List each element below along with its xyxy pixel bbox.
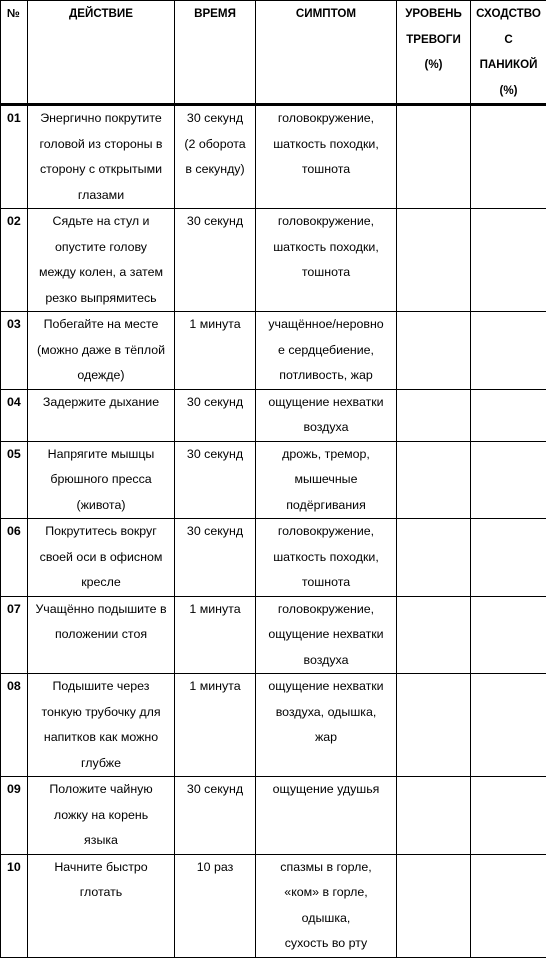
table-row — [1, 777, 546, 855]
cell-action — [28, 519, 175, 597]
table-row — [1, 312, 546, 390]
action-line: напитков как можно — [30, 725, 172, 751]
cell-action — [28, 777, 175, 855]
time-line: в секунду) — [177, 157, 253, 183]
action-line: кресле — [30, 570, 172, 596]
cell-panic-input[interactable] — [471, 312, 546, 390]
cell-action — [28, 441, 175, 519]
cell-action — [28, 389, 175, 441]
cell-panic-input[interactable] — [471, 389, 546, 441]
cell-symptom — [256, 389, 397, 441]
cell-time — [175, 519, 256, 597]
row-number: 03 — [1, 312, 28, 390]
action-line: глазами — [30, 183, 172, 209]
action-line: одежде) — [30, 363, 172, 389]
time-line: 30 секунд — [177, 390, 253, 416]
row-number: 01 — [1, 105, 28, 209]
cell-anxiety-input[interactable] — [397, 209, 471, 312]
time-line: 30 секунд — [177, 106, 253, 132]
cell-anxiety-input[interactable] — [397, 596, 471, 674]
header-symptom: СИМПТОМ — [256, 1, 397, 105]
action-line: Сядьте на стул и — [30, 209, 172, 235]
row-number: 02 — [1, 209, 28, 312]
table-row — [1, 209, 546, 312]
symptom-line: воздуха — [258, 648, 394, 674]
table-row — [1, 441, 546, 519]
cell-anxiety-input[interactable] — [397, 441, 471, 519]
cell-symptom — [256, 519, 397, 597]
action-line: (живота) — [30, 493, 172, 519]
action-line: Учащённо подышите в — [30, 597, 172, 623]
action-line: Подышите через — [30, 674, 172, 700]
cell-panic-input[interactable] — [471, 777, 546, 855]
action-line: (можно даже в тёплой — [30, 338, 172, 364]
cell-panic-input[interactable] — [471, 209, 546, 312]
cell-time — [175, 596, 256, 674]
cell-action — [28, 596, 175, 674]
header-row — [1, 1, 546, 105]
cell-panic-input[interactable] — [471, 519, 546, 597]
symptom-line: мышечные — [258, 467, 394, 493]
row-number: 09 — [1, 777, 28, 855]
table-row — [1, 389, 546, 441]
table-row — [1, 596, 546, 674]
cell-action — [28, 312, 175, 390]
table-row — [1, 674, 546, 777]
action-line: Покрутитесь вокруг — [30, 519, 172, 545]
action-line: Задержите дыхание — [30, 390, 172, 416]
action-line: языка — [30, 828, 172, 854]
symptom-line: головокружение, — [258, 106, 394, 132]
action-line: головой из стороны в — [30, 132, 172, 158]
symptom-line: «ком» в горле, — [258, 880, 394, 906]
cell-action — [28, 854, 175, 957]
symptom-line: жар — [258, 725, 394, 751]
cell-symptom — [256, 312, 397, 390]
symptom-line: головокружение, — [258, 519, 394, 545]
symptom-line: учащённое/неровно — [258, 312, 394, 338]
symptom-line: воздуха — [258, 415, 394, 441]
row-number: 10 — [1, 854, 28, 957]
cell-anxiety-input[interactable] — [397, 519, 471, 597]
time-line: 30 секунд — [177, 442, 253, 468]
symptom-line: ощущение нехватки — [258, 390, 394, 416]
cell-time — [175, 209, 256, 312]
action-line: Начните быстро — [30, 855, 172, 881]
cell-anxiety-input[interactable] — [397, 105, 471, 209]
cell-time — [175, 674, 256, 777]
header-anxiety — [397, 1, 471, 105]
symptom-line: шаткость походки, — [258, 235, 394, 261]
symptom-line: тошнота — [258, 570, 394, 596]
symptom-line: спазмы в горле, — [258, 855, 394, 881]
symptom-line: воздуха, одышка, — [258, 700, 394, 726]
symptom-line: головокружение, — [258, 209, 394, 235]
header-num: № — [1, 1, 28, 105]
action-line: Напрягите мышцы — [30, 442, 172, 468]
action-line: резко выпрямитесь — [30, 286, 172, 312]
cell-symptom — [256, 209, 397, 312]
symptom-line: сухость во рту — [258, 931, 394, 957]
header-anxiety-line: ТРЕВОГИ — [399, 27, 468, 53]
action-line: глубже — [30, 751, 172, 777]
time-line: 30 секунд — [177, 209, 253, 235]
header-panic-line: (%) — [473, 78, 544, 104]
time-line: 1 минута — [177, 674, 253, 700]
action-line: между колен, а затем — [30, 260, 172, 286]
time-line: 10 раз — [177, 855, 253, 881]
row-number: 06 — [1, 519, 28, 597]
cell-time — [175, 441, 256, 519]
symptom-line: одышка, — [258, 906, 394, 932]
row-number: 08 — [1, 674, 28, 777]
cell-panic-input[interactable] — [471, 674, 546, 777]
cell-symptom — [256, 441, 397, 519]
table-row — [1, 105, 546, 209]
header-panic-line: ПАНИКОЙ — [473, 52, 544, 78]
symptom-line: шаткость походки, — [258, 545, 394, 571]
cell-anxiety-input[interactable] — [397, 674, 471, 777]
action-line: своей оси в офисном — [30, 545, 172, 571]
row-number: 07 — [1, 596, 28, 674]
symptom-line: тошнота — [258, 157, 394, 183]
cell-action — [28, 674, 175, 777]
header-action: ДЕЙСТВИЕ — [28, 1, 175, 105]
symptom-line: шаткость походки, — [258, 132, 394, 158]
table-row — [1, 854, 546, 957]
action-line: опустите голову — [30, 235, 172, 261]
header-anxiety-line: УРОВЕНЬ — [399, 1, 468, 27]
action-line: брюшного пресса — [30, 467, 172, 493]
cell-time — [175, 777, 256, 855]
time-line: 30 секунд — [177, 519, 253, 545]
header-time: ВРЕМЯ — [175, 1, 256, 105]
header-panic-line: СХОДСТВО — [473, 1, 544, 27]
symptom-line: головокружение, — [258, 597, 394, 623]
time-line: 1 минута — [177, 597, 253, 623]
cell-action — [28, 105, 175, 209]
row-number: 05 — [1, 441, 28, 519]
cell-time — [175, 105, 256, 209]
symptom-line: е сердцебиение, — [258, 338, 394, 364]
action-line: глотать — [30, 880, 172, 906]
action-line: сторону с открытыми — [30, 157, 172, 183]
header-anxiety-line: (%) — [399, 52, 468, 78]
cell-anxiety-input[interactable] — [397, 389, 471, 441]
cell-anxiety-input[interactable] — [397, 777, 471, 855]
symptom-line: ощущение нехватки — [258, 622, 394, 648]
cell-anxiety-input[interactable] — [397, 312, 471, 390]
action-line: Энергично покрутите — [30, 106, 172, 132]
cell-symptom — [256, 596, 397, 674]
header-panic-line: С — [473, 27, 544, 53]
cell-time — [175, 312, 256, 390]
time-line: (2 оборота — [177, 132, 253, 158]
cell-anxiety-input[interactable] — [397, 854, 471, 957]
cell-action — [28, 209, 175, 312]
symptom-line: ощущение нехватки — [258, 674, 394, 700]
symptom-line: ощущение удушья — [258, 777, 394, 803]
cell-panic-input[interactable] — [471, 596, 546, 674]
action-line: ложку на корень — [30, 803, 172, 829]
symptom-line: подёргивания — [258, 493, 394, 519]
header-panic — [471, 1, 546, 105]
cell-time — [175, 854, 256, 957]
cell-symptom — [256, 105, 397, 209]
cell-panic-input[interactable] — [471, 105, 546, 209]
cell-symptom — [256, 854, 397, 957]
cell-panic-input[interactable] — [471, 441, 546, 519]
table-body — [1, 105, 546, 958]
cell-time — [175, 389, 256, 441]
table-row — [1, 519, 546, 597]
cell-symptom — [256, 777, 397, 855]
action-line: Положите чайную — [30, 777, 172, 803]
symptom-line: дрожь, тремор, — [258, 442, 394, 468]
cell-symptom — [256, 674, 397, 777]
action-line: Побегайте на месте — [30, 312, 172, 338]
row-number: 04 — [1, 389, 28, 441]
action-line: положении стоя — [30, 622, 172, 648]
action-line: тонкую трубочку для — [30, 700, 172, 726]
time-line: 1 минута — [177, 312, 253, 338]
cell-panic-input[interactable] — [471, 854, 546, 957]
time-line: 30 секунд — [177, 777, 253, 803]
symptom-line: тошнота — [258, 260, 394, 286]
symptom-line: потливость, жар — [258, 363, 394, 389]
